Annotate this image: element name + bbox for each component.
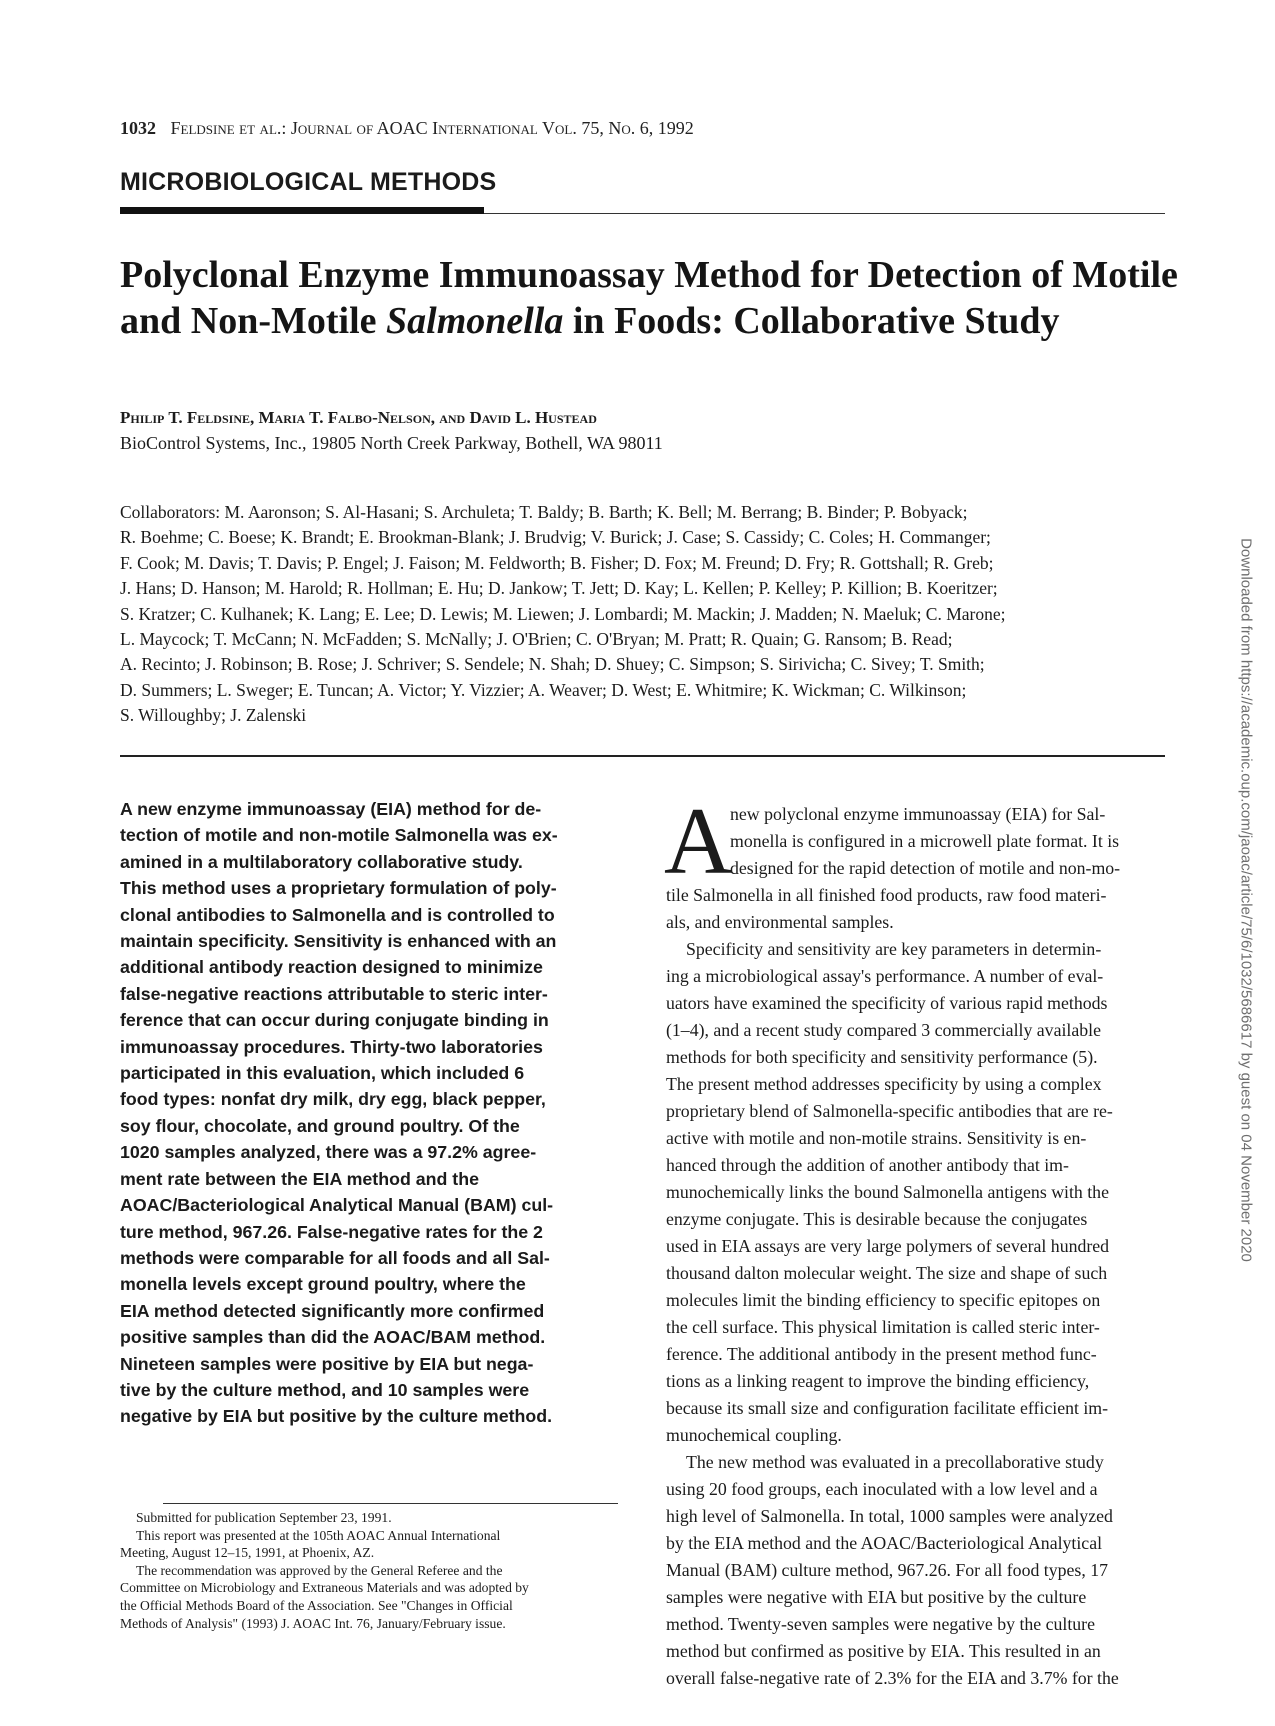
footnote-line: Meeting, August 12–15, 1991, at Phoenix, AZ. (120, 1545, 375, 1561)
body-line: als, and environmental samples. (666, 912, 894, 932)
collaborators-line: F. Cook; M. Davis; T. Davis; P. Engel; J. Faison; M. Feldworth; B. Fisher; D. Fox; M. Freund; D. Fry; R. Gottshall; R. Greb; (120, 552, 994, 573)
body-line: munochemically links the bound Salmonella antigens with the (666, 1182, 1109, 1202)
abstract-line: AOAC/Bacteriological Analytical Manual (BAM) cul- (120, 1195, 554, 1216)
title-line-2-prefix: and Non-Motile (120, 300, 386, 342)
abstract-line: tive by the culture method, and 10 samples were (120, 1379, 530, 1400)
collaborators-line: J. Hans; D. Hanson; M. Harold; R. Hollman; E. Hu; D. Jankow; T. Jett; D. Kay; L. Kellen; P. Kelley; P. Killion; B. Koeritzer; (120, 578, 998, 599)
title-line-2-suffix: in Foods: Collaborative Study (563, 300, 1060, 342)
abstract-line: ment rate between the EIA method and the (120, 1168, 479, 1189)
abstract-line: false-negative reactions attributable to steric inter- (120, 983, 548, 1004)
footnote-line: The recommendation was approved by the General Referee and the (136, 1562, 503, 1578)
footnote-line: the Official Methods Board of the Association. See "Changes in Official (120, 1597, 513, 1613)
body-line: The present method addresses specificity by using a complex (666, 1074, 1102, 1094)
abstract-line: tection of motile and non-motile Salmonella was ex- (120, 825, 558, 846)
article-title (120, 252, 1180, 344)
abstract-line: soy flour, chocolate, and ground poultry. Of the (120, 1115, 520, 1136)
body-line: using 20 food groups, each inoculated with a low level and a (666, 1479, 1098, 1499)
collaborators-line: R. Boehme; C. Boese; K. Brandt; E. Brookman-Blank; J. Brudvig; V. Burick; J. Case; S. Cassidy; C. Coles; H. Commanger; (120, 527, 991, 548)
header-divider (120, 755, 1165, 757)
collaborators-line: S. Willoughby; J. Zalenski (120, 705, 307, 726)
abstract-line: This method uses a proprietary formulation of poly- (120, 878, 557, 899)
body-line: (1–4), and a recent study compared 3 commercially available (666, 1020, 1101, 1040)
body-line: new polyclonal enzyme immunoassay (EIA) for Sal- (730, 804, 1106, 824)
section-label: MICROBIOLOGICAL METHODS (120, 168, 497, 196)
body-line: active with motile and non-motile strains. Sensitivity is en- (666, 1128, 1087, 1148)
abstract-line: monella levels except ground poultry, where the (120, 1274, 526, 1295)
abstract-line: additional antibody reaction designed to minimize (120, 957, 543, 978)
body-line: the cell surface. This physical limitation is called steric inter- (666, 1317, 1100, 1337)
download-watermark: Downloaded from https://academic.oup.com/jaoac/article/75/6/1032/5686617 by guest on 04 November 2020 (1237, 538, 1255, 1262)
footnote-rule (163, 1503, 618, 1504)
authors: Philip T. Feldsine, Maria T. Falbo-Nelson, and David L. Hustead (120, 408, 597, 427)
footnote-line: Methods of Analysis" (1993) J. AOAC Int. 76, January/February issue. (120, 1615, 506, 1631)
body-line: overall false-negative rate of 2.3% for the EIA and 3.7% for the (666, 1668, 1119, 1688)
abstract-line: ference that can occur during conjugate binding in (120, 1010, 549, 1031)
collaborators-line: A. Recinto; J. Robinson; B. Rose; J. Schriver; S. Sendele; N. Shah; D. Shuey; C. Simpson; S. Sirivicha; C. Sivey; T. Smith; (120, 654, 985, 675)
collaborators-line: L. Maycock; T. McCann; N. McFadden; S. McNally; J. O'Brien; C. O'Bryan; M. Pratt; R. Quain; G. Ransom; B. Read; (120, 629, 953, 650)
body-line: samples were negative with EIA but positive by the culture (666, 1587, 1087, 1607)
abstract-line: clonal antibodies to Salmonella and is controlled to (120, 904, 555, 925)
abstract-line: participated in this evaluation, which included 6 (120, 1063, 525, 1084)
footnote-line: Committee on Microbiology and Extraneous Materials and was adopted by (120, 1580, 529, 1596)
affiliation: BioControl Systems, Inc., 19805 North Creek Parkway, Bothell, WA 98011 (120, 433, 663, 453)
body-line: method. Twenty-seven samples were negative by the culture (666, 1614, 1095, 1634)
body-line: monella is configured in a microwell plate format. It is (730, 831, 1120, 851)
body-line: ference. The additional antibody in the present method func- (666, 1344, 1097, 1364)
footnote-line: This report was presented at the 105th AOAC Annual International (136, 1527, 501, 1543)
abstract-line: ture method, 967.26. False-negative rates for the 2 (120, 1221, 543, 1242)
abstract-line: A new enzyme immunoassay (EIA) method for de- (120, 799, 542, 819)
abstract (120, 796, 620, 1430)
abstract-line: Nineteen samples were positive by EIA but nega- (120, 1353, 534, 1374)
title-line-2 (120, 298, 1180, 344)
section-rule-thick (120, 207, 484, 214)
body-line: ing a microbiological assay's performance. A number of eval- (666, 966, 1104, 986)
body-line: enzyme conjugate. This is desirable because the conjugates (666, 1209, 1088, 1229)
collaborators-list (120, 500, 1170, 729)
body-line: high level of Salmonella. In total, 1000 samples were analyzed (666, 1506, 1113, 1526)
page-number: 1032 (120, 118, 156, 138)
body-line: munochemical coupling. (666, 1425, 842, 1445)
abstract-line: negative by EIA but positive by the culture method. (120, 1406, 553, 1427)
body-line: molecules limit the binding efficiency to specific epitopes on (666, 1290, 1101, 1310)
collaborators-line: D. Summers; L. Sweger; E. Tuncan; A. Victor; Y. Vizzier; A. Weaver; D. West; E. Whitmire; K. Wickman; C. Wilkinson; (120, 679, 967, 700)
abstract-line: maintain specificity. Sensitivity is enhanced with an (120, 931, 557, 952)
drop-cap: A (664, 788, 733, 894)
running-head (120, 118, 694, 139)
abstract-line: immunoassay procedures. Thirty-two laboratories (120, 1036, 543, 1057)
collaborators-line: Collaborators: M. Aaronson; S. Al-Hasani; S. Archuleta; T. Baldy; B. Barth; K. Bell; M. Berrang; B. Binder; P. Bobyack; (120, 502, 968, 522)
body-line: because its small size and configuration facilitate efficient im- (666, 1398, 1109, 1418)
footnotes (120, 1509, 620, 1632)
body-line: methods for both specificity and sensitivity performance (5). (666, 1047, 1098, 1067)
author-list (120, 408, 597, 428)
journal-citation: Feldsine et al.: Journal of AOAC International Vol. 75, No. 6, 1992 (170, 118, 694, 138)
section-rule-thin (484, 213, 1165, 214)
body-line: method but confirmed as positive by EIA. This resulted in an (666, 1641, 1101, 1661)
footnote-line: Submitted for publication September 23, 1991. (136, 1510, 392, 1525)
body-line: The new method was evaluated in a precollaborative study (686, 1452, 1104, 1472)
abstract-line: amined in a multilaboratory collaborative study. (120, 851, 523, 872)
abstract-line: 1020 samples analyzed, there was a 97.2% agree- (120, 1142, 537, 1163)
body-line: Specificity and sensitivity are key parameters in determin- (686, 939, 1102, 959)
collaborators-line: S. Kratzer; C. Kulhanek; K. Lang; E. Lee; D. Lewis; M. Liewen; J. Lombardi; M. Mackin; J. Madden; N. Maeluk; C. Marone; (120, 603, 1006, 624)
body-line: used in EIA assays are very large polymers of several hundred (666, 1236, 1110, 1256)
abstract-line: positive samples than did the AOAC/BAM method. (120, 1327, 546, 1348)
body-line: proprietary blend of Salmonella-specific antibodies that are re- (666, 1101, 1113, 1121)
abstract-line: methods were comparable for all foods and all Sal- (120, 1247, 550, 1268)
abstract-line: EIA method detected significantly more confirmed (120, 1300, 545, 1321)
body-line: thousand dalton molecular weight. The size and shape of such (666, 1263, 1108, 1283)
abstract-line: food types: nonfat dry milk, dry egg, black pepper, (120, 1089, 546, 1110)
title-line-2-italic: Salmonella (386, 300, 564, 342)
body-line: uators have examined the specificity of various rapid methods (666, 993, 1108, 1013)
body-line: tile Salmonella in all finished food products, raw food materi- (666, 885, 1107, 905)
title-line-1: Polyclonal Enzyme Immunoassay Method for Detection of Motile (120, 254, 1178, 296)
body-text (664, 788, 1173, 1692)
body-line: hanced through the addition of another antibody that im- (666, 1155, 1069, 1175)
body-line: by the EIA method and the AOAC/Bacteriological Analytical (666, 1533, 1103, 1553)
body-line: designed for the rapid detection of motile and non-mo- (730, 858, 1121, 878)
body-line: tions as a linking reagent to improve the binding efficiency, (666, 1371, 1090, 1391)
body-line: Manual (BAM) culture method, 967.26. For all food types, 17 (666, 1560, 1108, 1580)
